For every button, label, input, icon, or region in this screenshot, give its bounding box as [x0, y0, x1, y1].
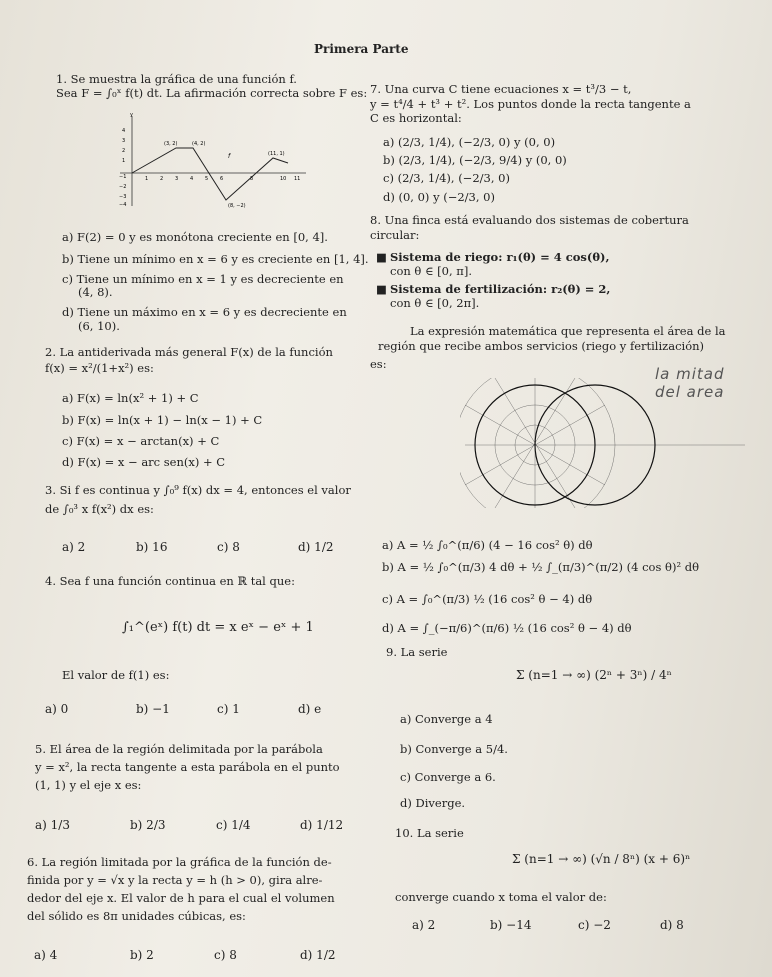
q5-option-a[interactable]: a) 1/3	[35, 818, 70, 832]
q4-stem-line2: El valor de f(1) es:	[62, 668, 170, 682]
q8-stem-line1: 8. Una finca está evaluando dos sistemas de cobertura	[370, 213, 689, 227]
q1-function-graph	[110, 108, 310, 208]
q6-stem-line2: finida por y = √x y la recta y = h (h > 0), gira alre-	[27, 873, 323, 887]
q8-bullet2: Sistema de fertilización: r₂(θ) = 2,	[390, 282, 611, 296]
q8-stem-line5: es:	[370, 357, 387, 371]
q5-option-d[interactable]: d) 1/12	[300, 818, 344, 832]
q9-option-c[interactable]: c) Converge a 6.	[400, 770, 496, 784]
q2-option-c[interactable]: c) F(x) = x − arctan(x) + C	[62, 434, 220, 448]
y-tick-label: 1	[122, 158, 126, 164]
q6-option-d[interactable]: d) 1/2	[300, 948, 336, 962]
q4-option-d[interactable]: d) e	[298, 702, 322, 716]
q8-polar-graph	[460, 378, 750, 508]
q1-option-d[interactable]: d) Tiene un máximo en x = 6 y es decreciente en	[62, 305, 347, 319]
q4-equation: ∫₁^(eˣ) f(t) dt = x eˣ − eˣ + 1	[122, 620, 314, 635]
q1-option-d-cont: (6, 10).	[78, 319, 120, 333]
q5-stem-line2: y = x², la recta tangente a esta parábola en el punto	[35, 760, 340, 774]
q6-option-a[interactable]: a) 4	[34, 948, 58, 962]
y-tick-label: 4	[122, 128, 126, 134]
q5-option-c[interactable]: c) 1/4	[216, 818, 251, 832]
x-tick-label: 3	[175, 176, 179, 182]
q10-series: Σ (n=1 → ∞) (√n / 8ⁿ) (x + 6)ⁿ	[512, 852, 691, 866]
q10-option-b[interactable]: b) −14	[490, 918, 532, 932]
x-tick-label: 2	[160, 176, 164, 182]
x-tick-label: 5	[205, 176, 209, 182]
q8-bullet1: Sistema de riego: r₁(θ) = 4 cos(θ),	[390, 250, 610, 264]
q8-stem-line2: circular:	[370, 228, 420, 242]
point-label: (3, 2)	[164, 141, 178, 147]
q8-bullet-icon: ■	[376, 282, 387, 296]
q10-stem-line2: converge cuando x toma el valor de:	[395, 890, 607, 904]
q9-option-b[interactable]: b) Converge a 5/4.	[400, 742, 508, 756]
q7-stem-line2: y = t⁴/4 + t³ + t². Los puntos donde la recta tangente a	[370, 97, 691, 111]
q4-stem-line1: 4. Sea f una función continua en ℝ tal que:	[45, 574, 295, 588]
q1-option-c-cont: (4, 8).	[78, 285, 113, 299]
y-tick-label: −1	[119, 174, 127, 180]
q3-option-d[interactable]: d) 1/2	[298, 540, 334, 554]
q2-stem-line2: f(x) = x²/(1+x²) es:	[45, 361, 154, 375]
y-axis-label: y	[130, 112, 133, 118]
q1-option-b[interactable]: b) Tiene un mínimo en x = 6 y es creciente en [1, 4].	[62, 252, 369, 266]
q8-stem-line4: región que recibe ambos servicios (riego y fertilización)	[378, 339, 705, 353]
x-tick-label: 8	[250, 176, 254, 182]
x-tick-label: 4	[190, 176, 194, 182]
q2-option-b[interactable]: b) F(x) = ln(x + 1) − ln(x − 1) + C	[62, 413, 263, 427]
q9-series: Σ (n=1 → ∞) (2ⁿ + 3ⁿ) / 4ⁿ	[516, 668, 672, 682]
q3-option-b[interactable]: b) 16	[136, 540, 168, 554]
q10-option-d[interactable]: d) 8	[660, 918, 684, 932]
q4-option-c[interactable]: c) 1	[217, 702, 240, 716]
q8-option-b[interactable]: b) A = ½ ∫₀^(π/3) 4 dθ + ½ ∫_(π/3)^(π/2) (4 cos θ)² dθ	[382, 560, 699, 574]
x-tick-label: 6	[220, 176, 224, 182]
q8-bullet2-cont: con θ ∈ [0, 2π].	[390, 296, 480, 310]
q10-option-c[interactable]: c) −2	[578, 918, 611, 932]
q1-stem-line2: Sea F = ∫₀ˣ f(t) dt. La afirmación correcta sobre F es:	[56, 86, 368, 100]
y-tick-label: 3	[122, 138, 126, 144]
y-tick-label: −2	[119, 184, 127, 190]
q7-option-a[interactable]: a) (2/3, 1/4), (−2/3, 0) y (0, 0)	[383, 135, 556, 149]
q4-option-a[interactable]: a) 0	[45, 702, 69, 716]
q8-option-d[interactable]: d) A = ∫_(−π/6)^(π/6) ½ (16 cos² θ − 4) dθ	[382, 621, 632, 635]
q4-option-b[interactable]: b) −1	[136, 702, 170, 716]
q1-option-a[interactable]: a) F(2) = 0 y es monótona creciente en [0, 4].	[62, 230, 328, 244]
q2-option-a[interactable]: a) F(x) = ln(x² + 1) + C	[62, 391, 199, 405]
q5-option-b[interactable]: b) 2/3	[130, 818, 166, 832]
point-label: (4, 2)	[192, 141, 206, 147]
point-label: (8, −2)	[228, 203, 246, 208]
x-tick-label: 1	[145, 176, 149, 182]
x-tick-label: 10	[280, 176, 287, 182]
x-tick-label: 11	[294, 176, 301, 182]
q6-option-c[interactable]: c) 8	[214, 948, 237, 962]
q7-option-b[interactable]: b) (2/3, 1/4), (−2/3, 9/4) y (0, 0)	[383, 153, 567, 167]
q6-option-b[interactable]: b) 2	[130, 948, 154, 962]
y-tick-label: −4	[119, 202, 127, 208]
q1-option-c[interactable]: c) Tiene un mínimo en x = 1 y es decreciente en	[62, 272, 344, 286]
q3-option-a[interactable]: a) 2	[62, 540, 86, 554]
q6-stem-line3: dedor del eje x. El valor de h para el cual el volumen	[27, 891, 335, 905]
q9-option-d[interactable]: d) Diverge.	[400, 796, 466, 810]
y-tick-label: 2	[122, 148, 126, 154]
handwritten-note-line2: del area	[655, 383, 725, 401]
q9-stem: 9. La serie	[386, 645, 448, 659]
q6-stem-line4: del sólido es 8π unidades cúbicas, es:	[27, 909, 246, 923]
q2-option-d[interactable]: d) F(x) = x − arc sen(x) + C	[62, 455, 226, 469]
q7-option-d[interactable]: d) (0, 0) y (−2/3, 0)	[383, 190, 495, 204]
f-label: f	[228, 153, 231, 160]
q3-stem-line2: de ∫₀³ x f(x²) dx es:	[45, 502, 154, 516]
q6-stem-line1: 6. La región limitada por la gráfica de la función de-	[27, 855, 332, 869]
function-curve-f	[132, 148, 288, 200]
q8-bullet-icon: ■	[376, 250, 387, 264]
q9-option-a[interactable]: a) Converge a 4	[400, 712, 493, 726]
q7-option-c[interactable]: c) (2/3, 1/4), (−2/3, 0)	[383, 171, 510, 185]
q1-stem-line1: 1. Se muestra la gráfica de una función f.	[56, 72, 297, 86]
page-title: Primera Parte	[314, 42, 409, 56]
q3-stem-line1: 3. Si f es continua y ∫₀⁹ f(x) dx = 4, entonces el valor	[45, 483, 351, 497]
q8-bullet1-cont: con θ ∈ [0, π].	[390, 264, 472, 278]
q5-stem-line3: (1, 1) y el eje x es:	[35, 778, 142, 792]
q5-stem-line1: 5. El área de la región delimitada por la parábola	[35, 742, 323, 756]
q8-option-c[interactable]: c) A = ∫₀^(π/3) ½ (16 cos² θ − 4) dθ	[382, 592, 593, 606]
q10-option-a[interactable]: a) 2	[412, 918, 436, 932]
q2-stem-line1: 2. La antiderivada más general F(x) de la función	[45, 345, 333, 359]
y-tick-label: −3	[119, 194, 127, 200]
q8-stem-line3: La expresión matemática que representa el área de la	[410, 324, 726, 338]
q7-stem-line1: 7. Una curva C tiene ecuaciones x = t³/3 − t,	[370, 82, 632, 96]
polar-grid-ring	[460, 378, 615, 508]
q3-option-c[interactable]: c) 8	[217, 540, 240, 554]
q10-stem: 10. La serie	[395, 826, 464, 840]
q8-option-a[interactable]: a) A = ½ ∫₀^(π/6) (4 − 16 cos² θ) dθ	[382, 538, 593, 552]
q7-stem-line3: C es horizontal:	[370, 111, 462, 125]
handwritten-note-line1: la mitad	[655, 365, 725, 383]
point-label: (11, 1)	[268, 151, 285, 157]
